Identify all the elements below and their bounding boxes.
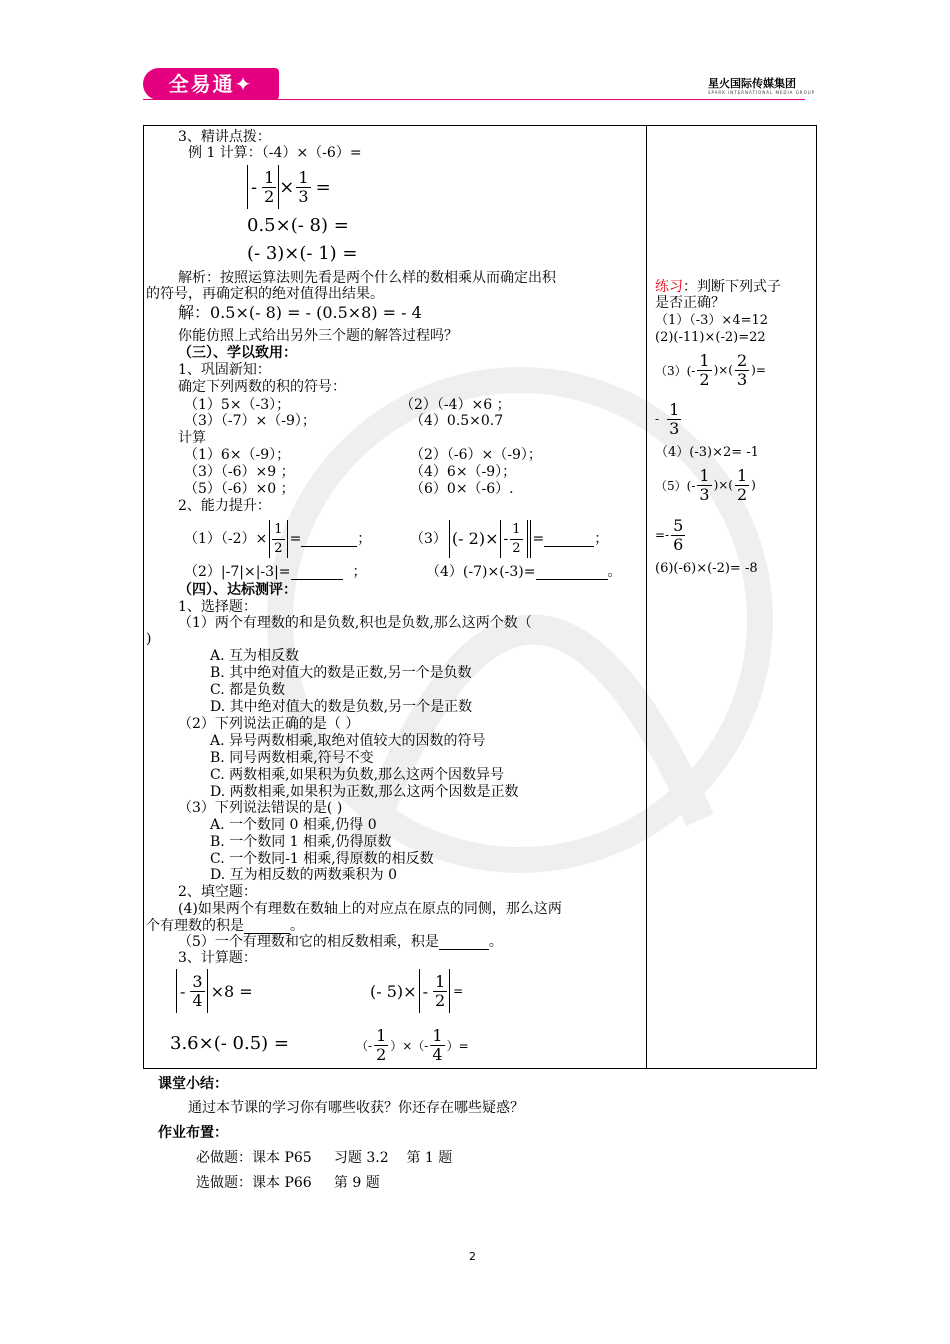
example-d: (- 3)×(- 1) = [247,243,358,264]
q1-option-c: C. 都是负数 [210,682,286,698]
calc-item-1: （1）6×（-9）； [184,447,291,463]
sign-item-3: （3）（-7）×（-9）； [184,413,316,429]
summary-title: 课堂小结： [158,1076,228,1092]
calc-label: 计算 [178,430,206,446]
solution-line: 解：0.5×(- 8) = - (0.5×8) = - 4 [178,303,422,322]
fill4-line2: 个有理数的积是 。 [146,918,304,934]
calc-problem-1: - $\frac{3}{4}$ ×8 = [176,966,253,1016]
q3-option-c: C. 一个数同-1 相乘,得原数的相反数 [210,851,434,867]
homework-title: 作业布置： [158,1125,228,1141]
example-b: - $\frac{1}{2}$ × $\frac{1}{3}$ = [247,163,331,211]
calc-item-4: （4）6×（-9）； [410,464,517,480]
test-title: （四）、达标测评： [178,582,297,598]
q2-option-a: A. 异号两数相乘,取绝对值较大的因数的符号 [210,733,486,749]
sign-item-1: （1）5×（-3）； [184,397,291,413]
ability-problem-4: （4）(-7)×(-3)= 。 [426,564,622,580]
q3-option-b: B. 一个数同 1 相乘,仍得原数 [210,834,392,850]
calc-item-3: （3）（-6）×9 ； [184,464,295,480]
q1-option-a: A. 互为相反数 [210,648,300,664]
fill5: （5）一个有理数和它的相反数相乘，积是 。 [178,934,503,950]
q1-option-b: B. 其中绝对值大的数是正数,另一个是负数 [210,665,472,681]
ability-problem-2: （2）|-7|×|-3|= ； [184,564,367,580]
practice-1: （1）（-3）×4=12 [655,313,769,328]
q3-option-d: D. 互为相反数的两数乘积为 0 [210,867,397,883]
ability-title: 2、能力提升： [178,498,271,514]
calc-item-2: （2）（-6）×（-9）； [410,447,542,463]
brand-subtitle: SPARK INTERNATIONAL MEDIA GROUP [708,90,816,95]
imitation-question: 你能仿照上式给出另外三个题的解答过程吗？ [178,328,458,344]
brand-logo: 全易通✦ [143,68,279,100]
practice-6: (6)(-6)×(-2)= -8 [655,561,758,576]
q3-option-a: A. 一个数同 0 相乘,仍得 0 [210,817,377,833]
q2-option-b: B. 同号两数相乘,符号不变 [210,750,374,766]
table-column-divider [646,126,647,1068]
sign-item-4: （4）0.5×0.7 [410,413,504,429]
ability-problem-3: （3） (- 2)× - $\frac{1}{2}$ = ； [410,517,608,561]
choice-title: 1、选择题： [178,599,257,615]
homework-optional: 选做题：课本 P66 第 9 题 [196,1175,380,1191]
section3-title: 3、精讲点拨： [178,129,271,145]
q1-line2: ) [146,631,152,647]
calc-item-5: （5）（-6）×0 ； [184,481,295,497]
calc-problem-2: (- 5)× - $\frac{1}{2}$ = [370,966,463,1016]
brand-title: 星火国际传媒集团 [708,77,796,90]
ability-problem-1: （1）（-2）× $\frac{1}{2}$ = ； [184,517,371,561]
calc-problem-3: 3.6×(- 0.5) = [170,1033,289,1054]
practice-5-answer: =- $\frac{5}{6}$ [655,515,684,554]
practice-title: 练习：判断下列式子 [655,279,781,295]
q1-line1: （1）两个有理数的和是负数,积也是负数,那么这两个数（ [178,615,532,631]
practice-3: （3）(- $\frac{1}{2}$ )×( $\frac{2}{3}$ )= [655,350,766,389]
page-number: 2 [469,1250,476,1263]
calc-item-6: （6）0×（-6）. [410,481,514,497]
analysis-line2: 的符号，再确定积的绝对值得出结果。 [146,286,384,302]
calc-problem-4: （- $\frac{1}{2}$ ）×（- $\frac{1}{4}$ ）= [356,1025,469,1064]
analysis-line1: 解析：按照运算法则先看是两个什么样的数相乘从而确定出积 [178,270,556,286]
practice-2: (2)(-11)×(-2)=22 [655,330,766,345]
q1-option-d: D. 其中绝对值大的数是负数,另一个是正数 [210,699,473,715]
q2: （2）下列说法正确的是（ ） [178,716,360,732]
example-label: 例 1 计算：（-4）×（-6）= [188,145,362,161]
practice-3-answer: - $\frac{1}{3}$ [655,399,680,438]
calc-problems-title: 3、计算题： [178,950,257,966]
fill4-line1: (4)如果两个有理数在数轴上的对应点在原点的同侧，那么这两 [178,901,562,917]
q3: （3）下列说法错误的是( ) [178,800,343,816]
practice-title-line2: 是否正确？ [655,295,725,311]
apply-title: （三）、学以致用： [178,345,297,361]
practice-5: （5）(- $\frac{1}{3}$ )×( $\frac{1}{2}$ ) [655,465,756,504]
practice-4: （4）(-3)×2= -1 [655,445,759,460]
homework-required: 必做题：课本 P65 习题 3.2 第 1 题 [196,1150,453,1166]
q2-option-c: C. 两数相乘,如果积为负数,那么这两个因数异号 [210,767,505,783]
example-c: 0.5×(- 8) = [247,215,349,236]
fill-title: 2、填空题： [178,884,257,900]
summary-text: 通过本节课的学习你有哪些收获？你还存在哪些疑惑？ [188,1100,524,1116]
sign-desc: 确定下列两数的积的符号： [178,379,346,395]
sign-item-2: （2）（-4）×6 ； [400,397,511,413]
q2-option-d: D. 两数相乘,如果积为正数,那么这两个因数是正数 [210,784,519,800]
consolidate-title: 1、巩固新知： [178,362,271,378]
header-divider [143,99,805,100]
